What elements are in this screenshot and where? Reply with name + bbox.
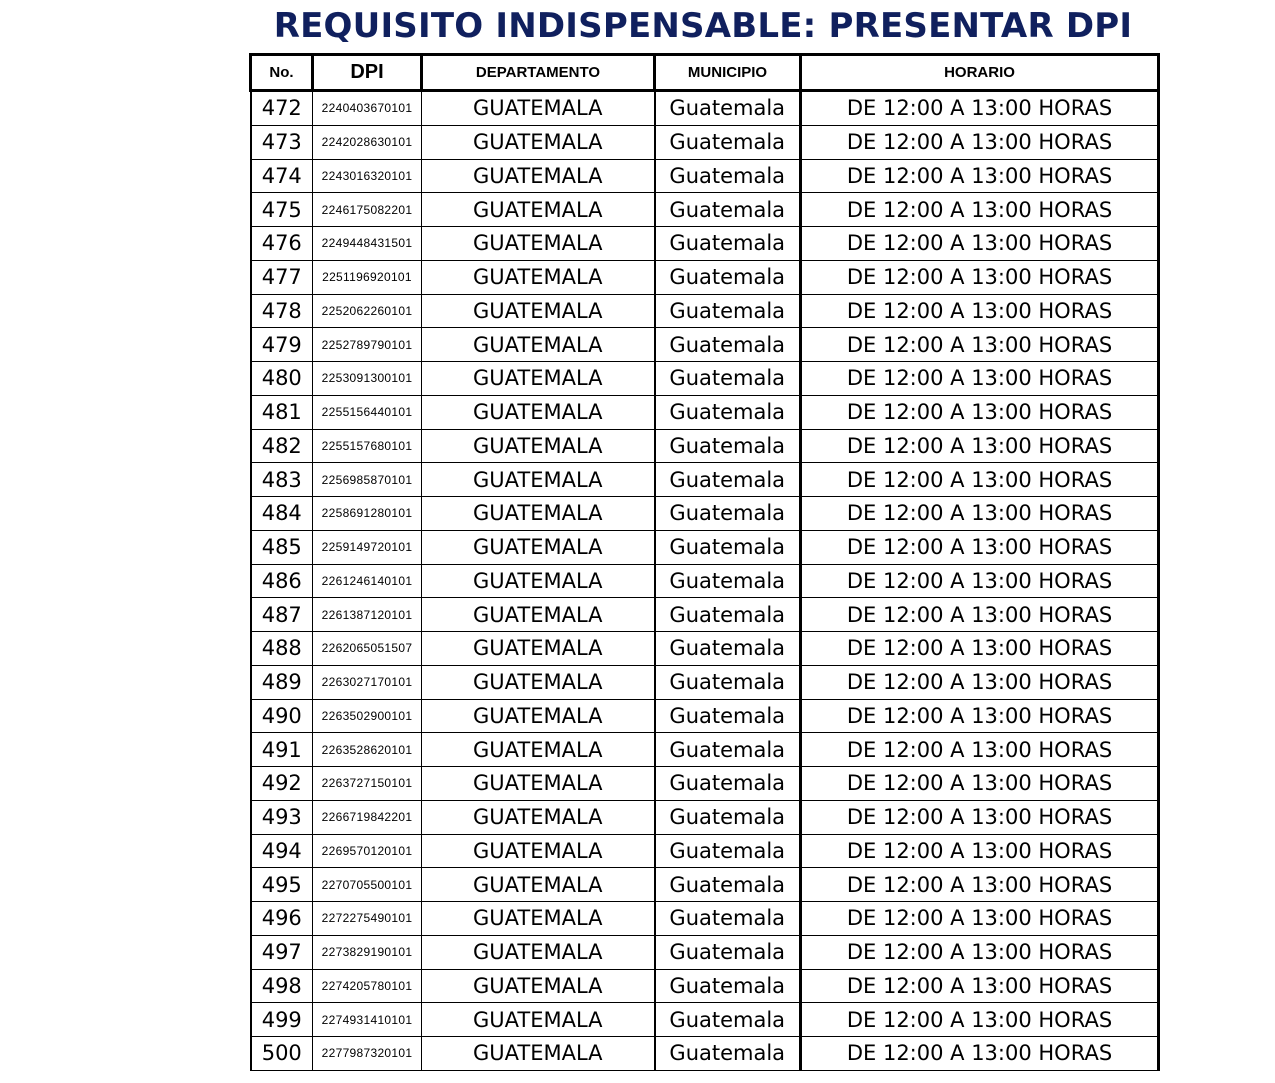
cell-municipio: Guatemala [655, 159, 801, 193]
cell-departamento: GUATEMALA [422, 632, 655, 666]
cell-departamento: GUATEMALA [422, 935, 655, 969]
cell-dpi: 2262065051507 [313, 632, 422, 666]
table-row [251, 733, 1159, 767]
cell-departamento: GUATEMALA [422, 125, 655, 159]
cell-departamento: GUATEMALA [422, 497, 655, 531]
cell-no: 493 [251, 800, 313, 834]
cell-no: 483 [251, 463, 313, 497]
cell-horario: DE 12:00 A 13:00 HORAS [801, 868, 1159, 902]
cell-no: 488 [251, 632, 313, 666]
cell-dpi: 2255157680101 [313, 429, 422, 463]
cell-departamento: GUATEMALA [422, 1037, 655, 1071]
cell-horario: DE 12:00 A 13:00 HORAS [801, 632, 1159, 666]
cell-departamento: GUATEMALA [422, 91, 655, 126]
table-row [251, 328, 1159, 362]
cell-no: 494 [251, 834, 313, 868]
cell-departamento: GUATEMALA [422, 530, 655, 564]
cell-departamento: GUATEMALA [422, 767, 655, 801]
cell-dpi: 2251196920101 [313, 260, 422, 294]
cell-municipio: Guatemala [655, 260, 801, 294]
dpi-roster-table [249, 53, 1160, 1071]
cell-municipio: Guatemala [655, 530, 801, 564]
table-row [251, 767, 1159, 801]
cell-dpi: 2277987320101 [313, 1037, 422, 1071]
cell-no: 472 [251, 91, 313, 126]
page-title: REQUISITO INDISPENSABLE: PRESENTAR DPI [273, 6, 1133, 46]
cell-no: 499 [251, 1003, 313, 1037]
cell-dpi: 2249448431501 [313, 227, 422, 261]
cell-departamento: GUATEMALA [422, 328, 655, 362]
cell-dpi: 2274205780101 [313, 969, 422, 1003]
cell-municipio: Guatemala [655, 125, 801, 159]
cell-departamento: GUATEMALA [422, 598, 655, 632]
table-row [251, 902, 1159, 936]
cell-municipio: Guatemala [655, 767, 801, 801]
cell-dpi: 2258691280101 [313, 497, 422, 531]
table-header-row [251, 55, 1159, 91]
cell-no: 479 [251, 328, 313, 362]
cell-dpi: 2266719842201 [313, 800, 422, 834]
cell-dpi: 2263502900101 [313, 699, 422, 733]
cell-departamento: GUATEMALA [422, 902, 655, 936]
cell-municipio: Guatemala [655, 834, 801, 868]
cell-dpi: 2255156440101 [313, 395, 422, 429]
cell-dpi: 2261246140101 [313, 564, 422, 598]
cell-departamento: GUATEMALA [422, 564, 655, 598]
cell-dpi: 2256985870101 [313, 463, 422, 497]
cell-no: 486 [251, 564, 313, 598]
table-row [251, 227, 1159, 261]
cell-municipio: Guatemala [655, 632, 801, 666]
header-departamento: DEPARTAMENTO [422, 55, 655, 91]
cell-no: 495 [251, 868, 313, 902]
cell-municipio: Guatemala [655, 1037, 801, 1071]
cell-no: 473 [251, 125, 313, 159]
cell-dpi: 2263027170101 [313, 665, 422, 699]
cell-horario: DE 12:00 A 13:00 HORAS [801, 902, 1159, 936]
cell-no: 500 [251, 1037, 313, 1071]
table-row [251, 530, 1159, 564]
cell-municipio: Guatemala [655, 564, 801, 598]
table-row [251, 598, 1159, 632]
cell-dpi: 2252062260101 [313, 294, 422, 328]
cell-departamento: GUATEMALA [422, 193, 655, 227]
cell-departamento: GUATEMALA [422, 429, 655, 463]
cell-municipio: Guatemala [655, 227, 801, 261]
cell-municipio: Guatemala [655, 800, 801, 834]
table-row [251, 497, 1159, 531]
cell-horario: DE 12:00 A 13:00 HORAS [801, 328, 1159, 362]
cell-departamento: GUATEMALA [422, 665, 655, 699]
header-no: No. [251, 55, 313, 91]
cell-horario: DE 12:00 A 13:00 HORAS [801, 395, 1159, 429]
cell-municipio: Guatemala [655, 1003, 801, 1037]
table-row [251, 800, 1159, 834]
cell-horario: DE 12:00 A 13:00 HORAS [801, 159, 1159, 193]
cell-municipio: Guatemala [655, 665, 801, 699]
cell-horario: DE 12:00 A 13:00 HORAS [801, 362, 1159, 396]
cell-dpi: 2243016320101 [313, 159, 422, 193]
header-horario: HORARIO [801, 55, 1159, 91]
table-row [251, 91, 1159, 126]
cell-horario: DE 12:00 A 13:00 HORAS [801, 91, 1159, 126]
cell-municipio: Guatemala [655, 193, 801, 227]
cell-horario: DE 12:00 A 13:00 HORAS [801, 260, 1159, 294]
cell-dpi: 2272275490101 [313, 902, 422, 936]
cell-no: 496 [251, 902, 313, 936]
table-row [251, 1003, 1159, 1037]
cell-departamento: GUATEMALA [422, 294, 655, 328]
cell-no: 497 [251, 935, 313, 969]
header-municipio: MUNICIPIO [655, 55, 801, 91]
cell-dpi: 2246175082201 [313, 193, 422, 227]
cell-departamento: GUATEMALA [422, 463, 655, 497]
cell-dpi: 2263528620101 [313, 733, 422, 767]
cell-no: 487 [251, 598, 313, 632]
cell-horario: DE 12:00 A 13:00 HORAS [801, 193, 1159, 227]
cell-horario: DE 12:00 A 13:00 HORAS [801, 598, 1159, 632]
cell-horario: DE 12:00 A 13:00 HORAS [801, 969, 1159, 1003]
cell-municipio: Guatemala [655, 463, 801, 497]
table-row [251, 260, 1159, 294]
cell-no: 480 [251, 362, 313, 396]
cell-departamento: GUATEMALA [422, 834, 655, 868]
cell-municipio: Guatemala [655, 699, 801, 733]
cell-dpi: 2273829190101 [313, 935, 422, 969]
cell-municipio: Guatemala [655, 969, 801, 1003]
cell-municipio: Guatemala [655, 429, 801, 463]
cell-horario: DE 12:00 A 13:00 HORAS [801, 125, 1159, 159]
table-row [251, 429, 1159, 463]
cell-municipio: Guatemala [655, 294, 801, 328]
cell-no: 484 [251, 497, 313, 531]
table-row [251, 632, 1159, 666]
cell-departamento: GUATEMALA [422, 800, 655, 834]
cell-municipio: Guatemala [655, 91, 801, 126]
cell-horario: DE 12:00 A 13:00 HORAS [801, 935, 1159, 969]
cell-no: 492 [251, 767, 313, 801]
cell-horario: DE 12:00 A 13:00 HORAS [801, 665, 1159, 699]
cell-municipio: Guatemala [655, 733, 801, 767]
table-row [251, 834, 1159, 868]
cell-horario: DE 12:00 A 13:00 HORAS [801, 294, 1159, 328]
table-row [251, 868, 1159, 902]
table-row [251, 159, 1159, 193]
cell-municipio: Guatemala [655, 598, 801, 632]
table-row [251, 362, 1159, 396]
cell-no: 491 [251, 733, 313, 767]
cell-municipio: Guatemala [655, 868, 801, 902]
table-row [251, 463, 1159, 497]
table-row [251, 193, 1159, 227]
cell-horario: DE 12:00 A 13:00 HORAS [801, 227, 1159, 261]
cell-no: 498 [251, 969, 313, 1003]
cell-dpi: 2240403670101 [313, 91, 422, 126]
cell-departamento: GUATEMALA [422, 1003, 655, 1037]
cell-departamento: GUATEMALA [422, 733, 655, 767]
cell-dpi: 2252789790101 [313, 328, 422, 362]
cell-municipio: Guatemala [655, 497, 801, 531]
cell-horario: DE 12:00 A 13:00 HORAS [801, 733, 1159, 767]
cell-municipio: Guatemala [655, 935, 801, 969]
table-row [251, 564, 1159, 598]
cell-horario: DE 12:00 A 13:00 HORAS [801, 834, 1159, 868]
cell-no: 485 [251, 530, 313, 564]
cell-no: 474 [251, 159, 313, 193]
cell-no: 477 [251, 260, 313, 294]
cell-dpi: 2269570120101 [313, 834, 422, 868]
table-row [251, 125, 1159, 159]
cell-no: 481 [251, 395, 313, 429]
cell-horario: DE 12:00 A 13:00 HORAS [801, 463, 1159, 497]
cell-dpi: 2259149720101 [313, 530, 422, 564]
cell-departamento: GUATEMALA [422, 868, 655, 902]
table-row [251, 699, 1159, 733]
cell-no: 482 [251, 429, 313, 463]
cell-horario: DE 12:00 A 13:00 HORAS [801, 1003, 1159, 1037]
cell-departamento: GUATEMALA [422, 260, 655, 294]
cell-no: 490 [251, 699, 313, 733]
cell-horario: DE 12:00 A 13:00 HORAS [801, 699, 1159, 733]
table-row [251, 1037, 1159, 1071]
table-row [251, 969, 1159, 1003]
cell-departamento: GUATEMALA [422, 699, 655, 733]
cell-dpi: 2274931410101 [313, 1003, 422, 1037]
cell-horario: DE 12:00 A 13:00 HORAS [801, 530, 1159, 564]
cell-dpi: 2253091300101 [313, 362, 422, 396]
cell-dpi: 2261387120101 [313, 598, 422, 632]
cell-departamento: GUATEMALA [422, 969, 655, 1003]
cell-no: 478 [251, 294, 313, 328]
table-row [251, 395, 1159, 429]
cell-departamento: GUATEMALA [422, 395, 655, 429]
cell-no: 489 [251, 665, 313, 699]
cell-horario: DE 12:00 A 13:00 HORAS [801, 800, 1159, 834]
cell-dpi: 2263727150101 [313, 767, 422, 801]
cell-municipio: Guatemala [655, 395, 801, 429]
cell-dpi: 2270705500101 [313, 868, 422, 902]
cell-horario: DE 12:00 A 13:00 HORAS [801, 564, 1159, 598]
header-dpi: DPI [313, 55, 422, 91]
cell-municipio: Guatemala [655, 328, 801, 362]
table-row [251, 935, 1159, 969]
cell-horario: DE 12:00 A 13:00 HORAS [801, 767, 1159, 801]
cell-departamento: GUATEMALA [422, 227, 655, 261]
table-body [251, 91, 1159, 1071]
cell-dpi: 2242028630101 [313, 125, 422, 159]
cell-horario: DE 12:00 A 13:00 HORAS [801, 497, 1159, 531]
cell-horario: DE 12:00 A 13:00 HORAS [801, 429, 1159, 463]
table-row [251, 665, 1159, 699]
cell-no: 475 [251, 193, 313, 227]
cell-horario: DE 12:00 A 13:00 HORAS [801, 1037, 1159, 1071]
cell-no: 476 [251, 227, 313, 261]
cell-municipio: Guatemala [655, 362, 801, 396]
cell-municipio: Guatemala [655, 902, 801, 936]
table-row [251, 294, 1159, 328]
cell-departamento: GUATEMALA [422, 362, 655, 396]
cell-departamento: GUATEMALA [422, 159, 655, 193]
